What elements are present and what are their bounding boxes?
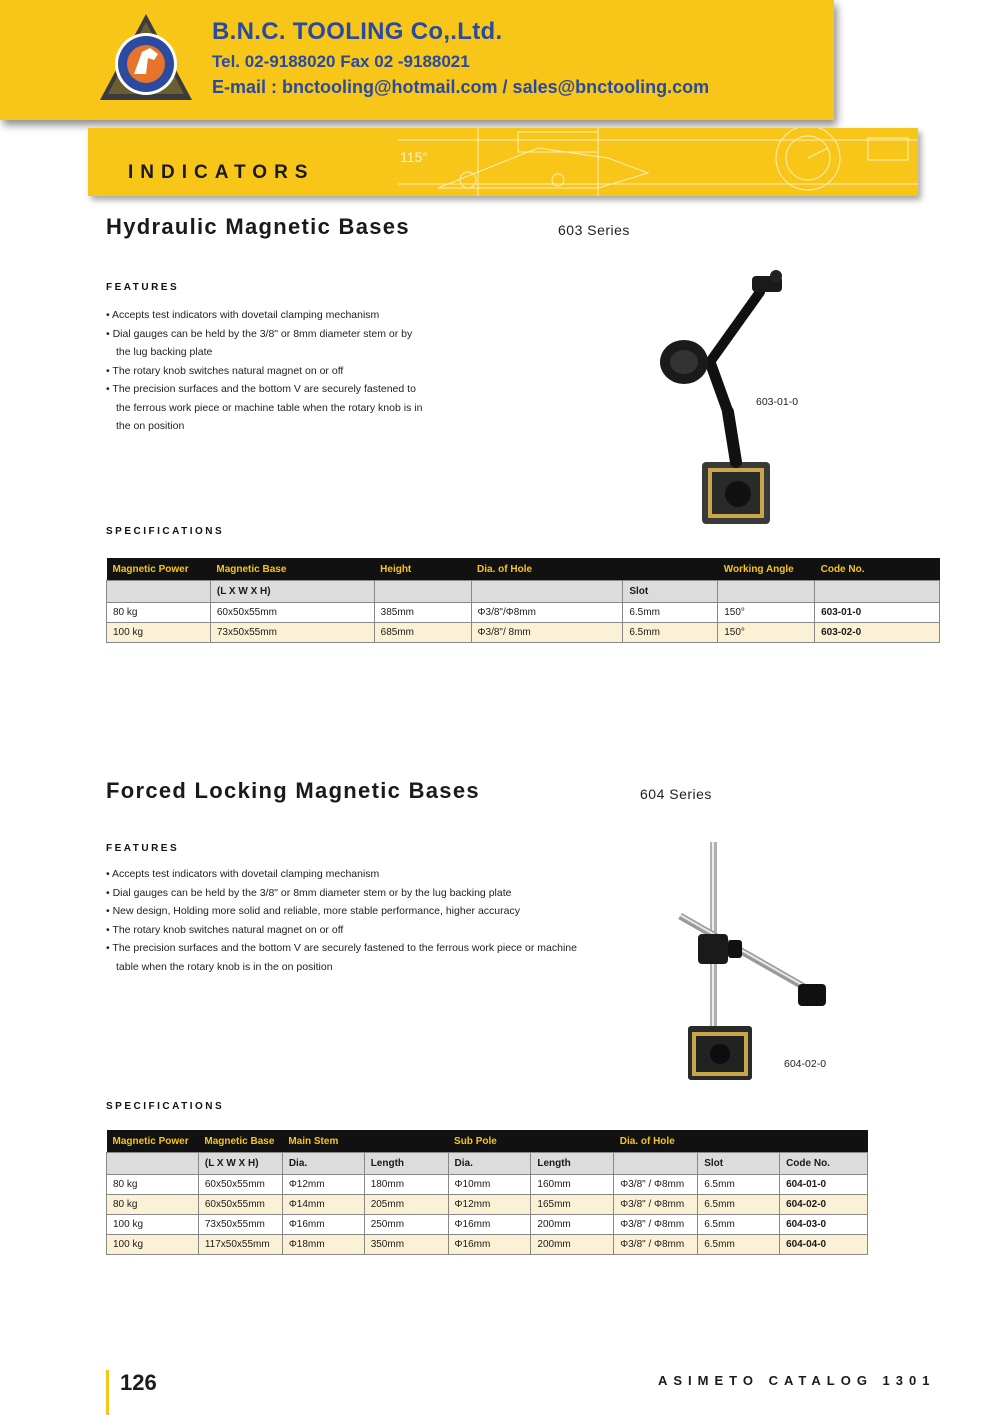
table-subheader-row [107, 581, 940, 603]
table-cell: 80 kg [107, 1195, 199, 1215]
subheader-cell: Length [364, 1153, 448, 1175]
footer-accent-bar [106, 1370, 109, 1415]
table-cell: 350mm [364, 1235, 448, 1255]
table-cell: Φ16mm [448, 1215, 531, 1235]
page-number: 126 [120, 1370, 157, 1395]
table-cell: 6.5mm [623, 623, 718, 643]
company-phone-fax: Tel. 02-9188020 Fax 02 -9188021 [212, 52, 470, 71]
table-cell: 73x50x55mm [210, 623, 374, 643]
subheader-cell [614, 1153, 698, 1175]
table-cell: Φ3/8"/ 8mm [471, 623, 623, 643]
column-header [623, 558, 718, 581]
forced-specs-heading: SPECIFICATIONS [106, 1101, 225, 1112]
table-cell: 100 kg [107, 1235, 199, 1255]
feature-item: • Dial gauges can be held by the 3/8" or 8mm diameter stem or by the lug backing plate [106, 325, 426, 362]
forced-features-heading: FEATURES [106, 843, 180, 854]
table-row [107, 1215, 868, 1235]
column-header: Code No. [815, 558, 940, 581]
table-cell: Φ16mm [448, 1235, 531, 1255]
table-cell: 200mm [531, 1215, 614, 1235]
table-cell: 80 kg [107, 1175, 199, 1195]
hydraulic-specs-heading: SPECIFICATIONS [106, 526, 225, 537]
table-row [107, 1235, 868, 1255]
table-cell: Φ3/8"/Φ8mm [471, 603, 623, 623]
column-header: Magnetic Base [198, 1130, 282, 1153]
table-header-row [107, 558, 940, 581]
hydraulic-series: 603 Series [558, 222, 630, 238]
feature-item: • The rotary knob switches natural magnet on or off [106, 921, 586, 940]
code-cell: 604-03-0 [780, 1215, 868, 1235]
column-header: Dia. of Hole [614, 1130, 698, 1153]
table-cell: 80 kg [107, 603, 211, 623]
table-row [107, 623, 940, 643]
table-cell: 150° [718, 623, 815, 643]
subheader-cell: Dia. [282, 1153, 364, 1175]
column-header: Height [374, 558, 471, 581]
feature-item: • The precision surfaces and the bottom V are securely fastened to the ferrous work piece or machine table when the rotary knob is in the on position [106, 380, 426, 436]
column-header: Sub Pole [448, 1130, 531, 1153]
section-title: INDICATORS [128, 162, 315, 183]
table-cell: Φ3/8" / Φ8mm [614, 1175, 698, 1195]
table-cell: 685mm [374, 623, 471, 643]
table-cell: 6.5mm [698, 1195, 780, 1215]
table-cell: 6.5mm [698, 1175, 780, 1195]
table-cell: Φ12mm [282, 1175, 364, 1195]
subheader-cell: Dia. [448, 1153, 531, 1175]
table-cell: 60x50x55mm [198, 1195, 282, 1215]
subheader-cell [471, 581, 623, 603]
table-cell: 250mm [364, 1215, 448, 1235]
drawing-angle-label: 115° [400, 149, 428, 165]
hydraulic-spec-table [106, 558, 940, 643]
table-cell: Φ10mm [448, 1175, 531, 1195]
table-cell: 205mm [364, 1195, 448, 1215]
table-header-row [107, 1130, 868, 1153]
table-cell: 150° [718, 603, 815, 623]
header-banner [0, 0, 834, 120]
table-row [107, 1195, 868, 1215]
table-cell: 117x50x55mm [198, 1235, 282, 1255]
table-cell: 6.5mm [623, 603, 718, 623]
company-logo [98, 12, 194, 102]
subheader-cell: Slot [623, 581, 718, 603]
table-cell: 165mm [531, 1195, 614, 1215]
code-cell: 604-02-0 [780, 1195, 868, 1215]
hydraulic-model-label: 603-01-0 [756, 396, 799, 408]
column-header [780, 1130, 868, 1153]
table-cell: Φ3/8" / Φ8mm [614, 1215, 698, 1235]
subheader-cell: (L X W X H) [198, 1153, 282, 1175]
feature-item: • The precision surfaces and the bottom V are securely fastened to the ferrous work piece or machine table when the rotary knob is in the on position [106, 939, 586, 976]
feature-item: • New design, Holding more solid and reliable, more stable performance, higher accuracy [106, 902, 586, 921]
table-subheader-row [107, 1153, 868, 1175]
table-cell: 6.5mm [698, 1215, 780, 1235]
column-header: Magnetic Power [107, 558, 211, 581]
table-cell: 73x50x55mm [198, 1215, 282, 1235]
forced-series: 604 Series [640, 786, 712, 802]
table-cell: Φ3/8" / Φ8mm [614, 1195, 698, 1215]
feature-item: • The rotary knob switches natural magnet on or off [106, 362, 426, 381]
column-header: Magnetic Base [210, 558, 374, 581]
forced-model-label: 604-02-0 [784, 1058, 827, 1070]
company-name: B.N.C. TOOLING Co,.Ltd. [212, 18, 503, 45]
table-cell: Φ18mm [282, 1235, 364, 1255]
table-cell: 160mm [531, 1175, 614, 1195]
column-header: Dia. of Hole [471, 558, 623, 581]
table-cell: 6.5mm [698, 1235, 780, 1255]
table-cell: 60x50x55mm [210, 603, 374, 623]
table-cell: 200mm [531, 1235, 614, 1255]
column-header: Main Stem [282, 1130, 364, 1153]
hydraulic-title: Hydraulic Magnetic Bases [106, 214, 410, 239]
table-row [107, 603, 940, 623]
forced-features-list [106, 865, 586, 976]
subheader-cell [374, 581, 471, 603]
forced-locking-magnetic-base-image [670, 836, 840, 1086]
forced-title: Forced Locking Magnetic Bases [106, 778, 480, 803]
subheader-cell [815, 581, 940, 603]
column-header [531, 1130, 614, 1153]
technical-drawing-background [398, 128, 918, 196]
forced-spec-table [106, 1130, 868, 1255]
column-header: Working Angle [718, 558, 815, 581]
subheader-cell [107, 581, 211, 603]
subheader-cell [107, 1153, 199, 1175]
table-cell: 385mm [374, 603, 471, 623]
table-cell: 180mm [364, 1175, 448, 1195]
catalog-name: ASIMETO CATALOG 1301 [658, 1373, 936, 1388]
table-cell: Φ16mm [282, 1215, 364, 1235]
column-header: Magnetic Power [107, 1130, 199, 1153]
hydraulic-features-list [106, 306, 426, 436]
code-cell: 604-04-0 [780, 1235, 868, 1255]
code-cell: 603-02-0 [815, 623, 940, 643]
table-cell: 100 kg [107, 1215, 199, 1235]
code-cell: 603-01-0 [815, 603, 940, 623]
column-header [364, 1130, 448, 1153]
subheader-cell: Slot [698, 1153, 780, 1175]
table-cell: Φ14mm [282, 1195, 364, 1215]
subheader-cell: Length [531, 1153, 614, 1175]
company-email: E-mail : bnctooling@hotmail.com / sales@bnctooling.com [212, 77, 710, 97]
table-row [107, 1175, 868, 1195]
table-cell: Φ3/8" / Φ8mm [614, 1235, 698, 1255]
table-cell: 100 kg [107, 623, 211, 643]
hydraulic-features-heading: FEATURES [106, 282, 180, 293]
table-cell: Φ12mm [448, 1195, 531, 1215]
feature-item: • Accepts test indicators with dovetail clamping mechanism [106, 865, 586, 884]
feature-item: • Dial gauges can be held by the 3/8" or 8mm diameter stem or by the lug backing plate [106, 884, 586, 903]
subheader-cell: (L X W X H) [210, 581, 374, 603]
subheader-cell [718, 581, 815, 603]
subheader-cell: Code No. [780, 1153, 868, 1175]
column-header [698, 1130, 780, 1153]
section-band [88, 128, 918, 196]
table-cell: 60x50x55mm [198, 1175, 282, 1195]
code-cell: 604-01-0 [780, 1175, 868, 1195]
feature-item: • Accepts test indicators with dovetail clamping mechanism [106, 306, 426, 325]
